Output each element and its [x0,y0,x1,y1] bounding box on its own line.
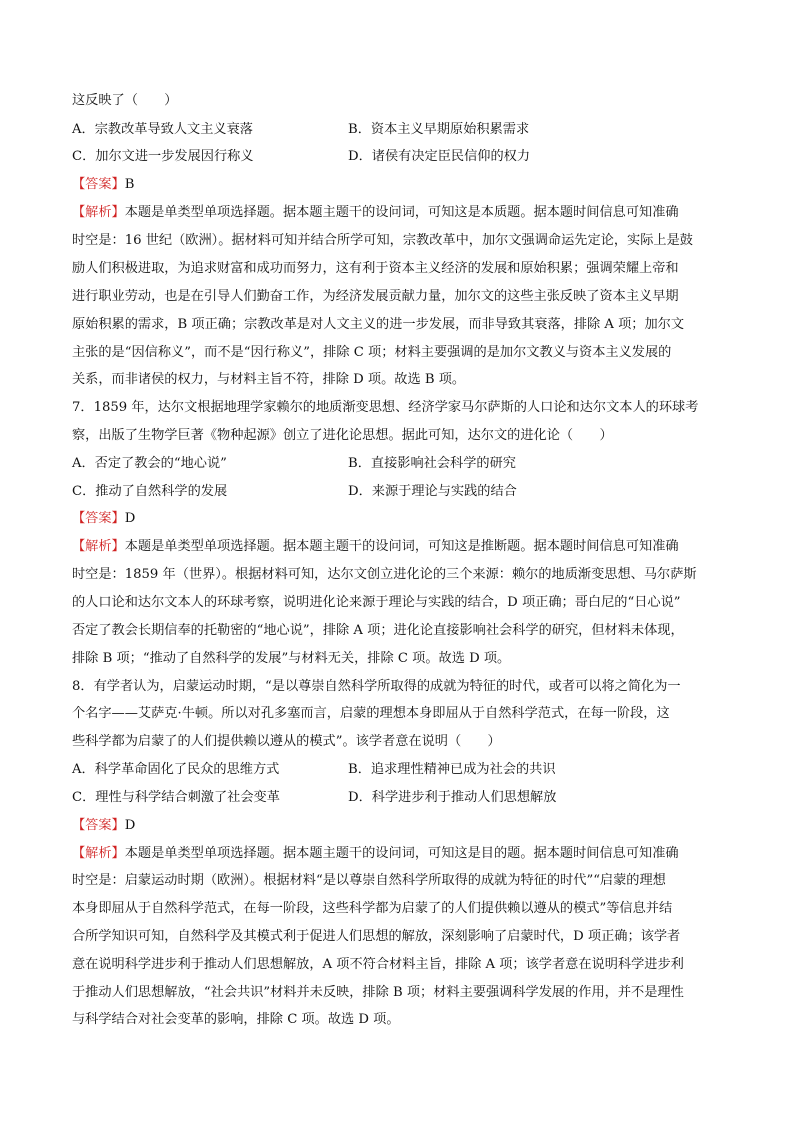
answer-label: 【答案】 [72,511,125,526]
q6-option-b: B．资本主义早期原始积累需求 [348,122,530,137]
answer-value: B [124,177,135,192]
q8-stem-line-2: 个名字——艾萨克·牛顿。所以对孔多塞而言，启蒙的理想本身即屈从于自然科学范式，在每一阶段，这 [72,706,670,721]
q7-analysis-line-4: 否定了教会长期信奉的托勒密的“地心说”，排除 A 项；进化论直接影响社会科学的研究，但材料未体现， [72,623,684,638]
answer-value: D [124,818,136,833]
q6-option-c: C．加尔文进一步发展因行称义 [72,149,254,164]
q6-option-d: D．诸侯有决定臣民信仰的权力 [348,149,531,164]
analysis-text: 本题是单类型单项选择题。据本题主题干的设问词，可知这是推断题。据本题时间信息可知准确 [124,539,679,554]
q8-stem-line-1: 8．有学者认为，启蒙运动时期，“是以尊崇自然科学所取得的成就为特征的时代，或者可以将之简化为一 [72,679,681,694]
q6-option-a: A．宗教改革导致人文主义衰落 [72,122,253,137]
q7-option-d: D．来源于理论与实践的结合 [348,484,517,499]
q8-option-a: A．科学革命固化了民众的思维方式 [72,762,280,777]
q7-stem-line-1: 7．1859 年，达尔文根据地理学家赖尔的地质渐变思想、经济学家马尔萨斯的人口论和达尔文本人的环球考 [72,400,699,415]
analysis-label: 【解析】 [72,205,125,220]
q8-option-c: C．理性与科学结合刺激了社会变革 [72,790,280,805]
analysis-label: 【解析】 [72,846,125,861]
answer-label: 【答案】 [72,818,125,833]
analysis-text: 本题是单类型单项选择题。据本题主题干的设问词，可知这是目的题。据本题时间信息可知准确 [124,846,679,861]
q8-analysis-line-5: 意在说明科学进步利于推动人们思想解放，A 项不符合材料主旨，排除 A 项；该学者意在说明科学进步利 [72,957,684,972]
q7-analysis-line-2: 时空是：1859 年（世界）。根据材料可知，达尔文创立进化论的三个来源：赖尔的地质渐变思想、马尔萨斯 [72,567,697,582]
q7-option-c: C．推动了自然科学的发展 [72,484,228,499]
q8-stem-line-3: 些科学都为启蒙了的人们提供赖以遵从的模式”。该学者意在说明（ ） [72,734,501,749]
q8-analysis-line-2: 时空是：启蒙运动时期（欧洲）。根据材料“是以尊崇自然科学所取得的成就为特征的时代”“启蒙的理想 [72,873,666,888]
q8-option-d: D．科学进步利于推动人们思想解放 [348,790,557,805]
q6-analysis-line-2: 时空是：16 世纪（欧洲）。据材料可知并结合所学可知，宗教改革中，加尔文强调命运先定论，实际上是鼓 [72,233,693,248]
q8-analysis-line-7: 与科学结合对社会变革的影响，排除 C 项。故选 D 项。 [72,1012,400,1027]
q8-answer [72,817,135,835]
q8-option-b: B．追求理性精神已成为社会的共识 [348,762,556,777]
answer-value: D [124,511,136,526]
q7-answer [72,510,135,528]
answer-label: 【答案】 [72,177,125,192]
q7-analysis-line-5: 排除 B 项；“推动了自然科学的发展”与材料无关，排除 C 项。故选 D 项。 [72,651,511,666]
analysis-label: 【解析】 [72,539,125,554]
q7-option-a: A．否定了教会的“地心说” [72,456,227,471]
q6-analysis-line-3: 励人们积极进取，为追求财富和成功而努力，这有利于资本主义经济的发展和原始积累；强调荣耀上帝和 [72,261,679,276]
q8-analysis-line-4: 合所学知识可知，自然科学及其模式利于促进人们思想的解放，深刻影响了启蒙时代，D 项正确；该学者 [72,929,681,944]
q7-option-b: B．直接影响社会科学的研究 [348,456,516,471]
q6-analysis-line-6: 主张的是“因信称义”，而不是“因行称义”，排除 C 项；材料主要强调的是加尔文教义与资本主义发展的 [72,345,672,360]
q7-analysis-line-1 [72,538,679,556]
analysis-text: 本题是单类型单项选择题。据本题主题干的设问词，可知这是本质题。据本题时间信息可知准确 [124,205,679,220]
q6-answer [72,176,134,194]
q6-stem-tail: 这反映了（ ） [72,93,178,108]
q7-stem-line-2: 察，出版了生物学巨著《物种起源》创立了进化论思想。据此可知，达尔文的进化论（ ） [72,428,613,443]
q8-analysis-line-3: 本身即屈从于自然科学范式，在每一阶段，这些科学都为启蒙了的人们提供赖以遵从的模式”等信息并结 [72,901,673,916]
q8-analysis-line-6: 于推动人们思想解放，“社会共识”材料并未反映，排除 B 项；材料主要强调科学发展的作用，并不是理性 [72,985,684,1000]
q7-analysis-line-3: 的人口论和达尔文本人的环球考察，说明进化论来源于理论与实践的结合，D 项正确；哥白尼的“日心说” [72,595,681,610]
q6-analysis-line-1 [72,204,679,222]
q6-analysis-line-7: 关系，而非诸侯的权力，与材料主旨不符，排除 D 项。故选 B 项。 [72,372,466,387]
q6-analysis-line-4: 进行职业劳动，也是在引导人们勤奋工作，为经济发展贡献力量，加尔文的这些主张反映了资本主义早期 [72,289,679,304]
q6-analysis-line-5: 原始积累的需求，B 项正确；宗教改革是对人文主义的进一步发展，而非导致其衰落，排除 A 项；加尔文 [72,317,685,332]
q8-analysis-line-1 [72,845,679,863]
